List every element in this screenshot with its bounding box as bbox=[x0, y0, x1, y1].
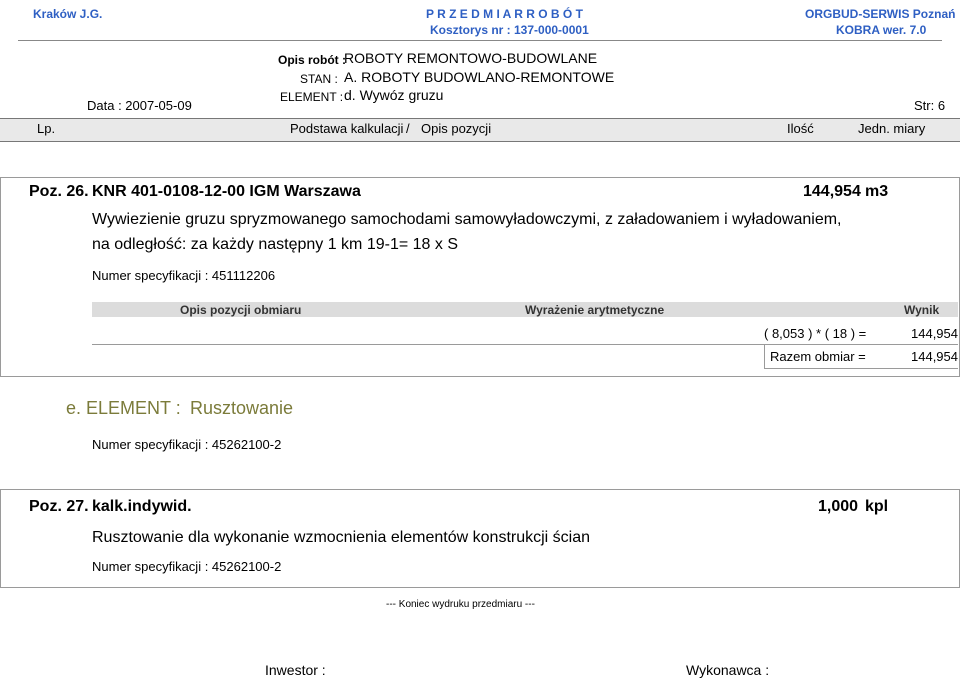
total-label: Razem obmiar = bbox=[770, 349, 866, 364]
stan-label: STAN : bbox=[300, 72, 338, 86]
pos26-description-line1: Wywiezienie gruzu spryzmowanego samochodami samowyładowczymi, z załadowaniem i wyładowaniem, bbox=[92, 211, 842, 228]
measure-row-divider bbox=[92, 344, 958, 345]
pos26-left-border bbox=[0, 177, 1, 376]
company-name: ORGBUD-SERWIS Poznań bbox=[805, 7, 956, 21]
pos27-description: Rusztowanie dla wykonanie wzmocnienia elementów konstrukcji ścian bbox=[92, 529, 591, 546]
opis-value: ROBOTY REMONTOWO-BUDOWLANE bbox=[344, 50, 598, 66]
pos26-unit: m3 bbox=[865, 183, 889, 200]
pos27-spec-number: Numer specyfikacji : 45262100-2 bbox=[92, 559, 282, 574]
opis-label: Opis robót : bbox=[278, 53, 346, 67]
contractor-label: Wykonawca : bbox=[686, 662, 770, 678]
estimate-number: Kosztorys nr : 137-000-0001 bbox=[430, 23, 589, 37]
measure-col-wyrazenie: Wyrażenie arytmetyczne bbox=[525, 303, 665, 317]
pos27-top-border bbox=[0, 489, 960, 490]
pos26-description-line2: na odległość: za każdy następny 1 km 19-1= 18 x S bbox=[92, 236, 458, 253]
pos27-quantity: 1,000 bbox=[818, 498, 859, 515]
element-e-spec-number: Numer specyfikacji : 45262100-2 bbox=[92, 437, 282, 452]
col-opis: Opis pozycji bbox=[421, 121, 492, 136]
software-version: KOBRA wer. 7.0 bbox=[836, 23, 927, 37]
investor-label: Inwestor : bbox=[265, 662, 326, 678]
header-divider bbox=[18, 40, 942, 41]
pos27-unit: kpl bbox=[865, 498, 889, 515]
pos27-bottom-border bbox=[0, 587, 960, 588]
col-ilosc: Ilość bbox=[787, 121, 814, 136]
col-slash: / bbox=[406, 121, 410, 136]
element-e-name: Rusztowanie bbox=[190, 398, 294, 418]
print-date: Data : 2007-05-09 bbox=[87, 98, 192, 113]
pos26-bottom-border bbox=[0, 376, 960, 377]
stan-value: A. ROBOTY BUDOWLANO-REMONTOWE bbox=[344, 69, 615, 85]
measure-expression: ( 8,053 ) * ( 18 ) = bbox=[764, 326, 867, 341]
pos27-left-border bbox=[0, 489, 1, 587]
header-location: Kraków J.G. bbox=[33, 7, 103, 21]
pos26-quantity: 144,954 bbox=[803, 183, 861, 200]
element-value: d. Wywóz gruzu bbox=[344, 87, 444, 103]
page-number: Str: 6 bbox=[914, 98, 946, 113]
document-title: P R Z E D M I A R R O B Ó T bbox=[426, 7, 583, 21]
element-e-label: e. ELEMENT : bbox=[66, 398, 181, 418]
measure-result: 144,954 bbox=[911, 326, 958, 341]
total-value: 144,954 bbox=[911, 349, 958, 364]
pos26-top-border bbox=[0, 177, 960, 178]
end-of-printout: --- Koniec wydruku przedmiaru --- bbox=[386, 599, 535, 610]
pos26-code: KNR 401-0108-12-00 IGM Warszawa bbox=[92, 183, 361, 200]
total-box-left bbox=[764, 344, 765, 368]
pos27-code: kalk.indywid. bbox=[92, 498, 192, 515]
col-jedn: Jedn. miary bbox=[858, 121, 926, 136]
element-label: ELEMENT : bbox=[280, 90, 344, 104]
total-box-bottom bbox=[764, 368, 958, 369]
col-podstawa: Podstawa kalkulacji bbox=[290, 121, 404, 136]
col-lp: Lp. bbox=[37, 121, 56, 136]
pos27-number: Poz. 27. bbox=[29, 498, 89, 515]
pos26-spec-number: Numer specyfikacji : 451112206 bbox=[92, 268, 276, 283]
measure-col-opis: Opis pozycji obmiaru bbox=[180, 303, 302, 317]
measure-col-wynik: Wynik bbox=[904, 303, 940, 317]
pos26-number: Poz. 26. bbox=[29, 183, 89, 200]
